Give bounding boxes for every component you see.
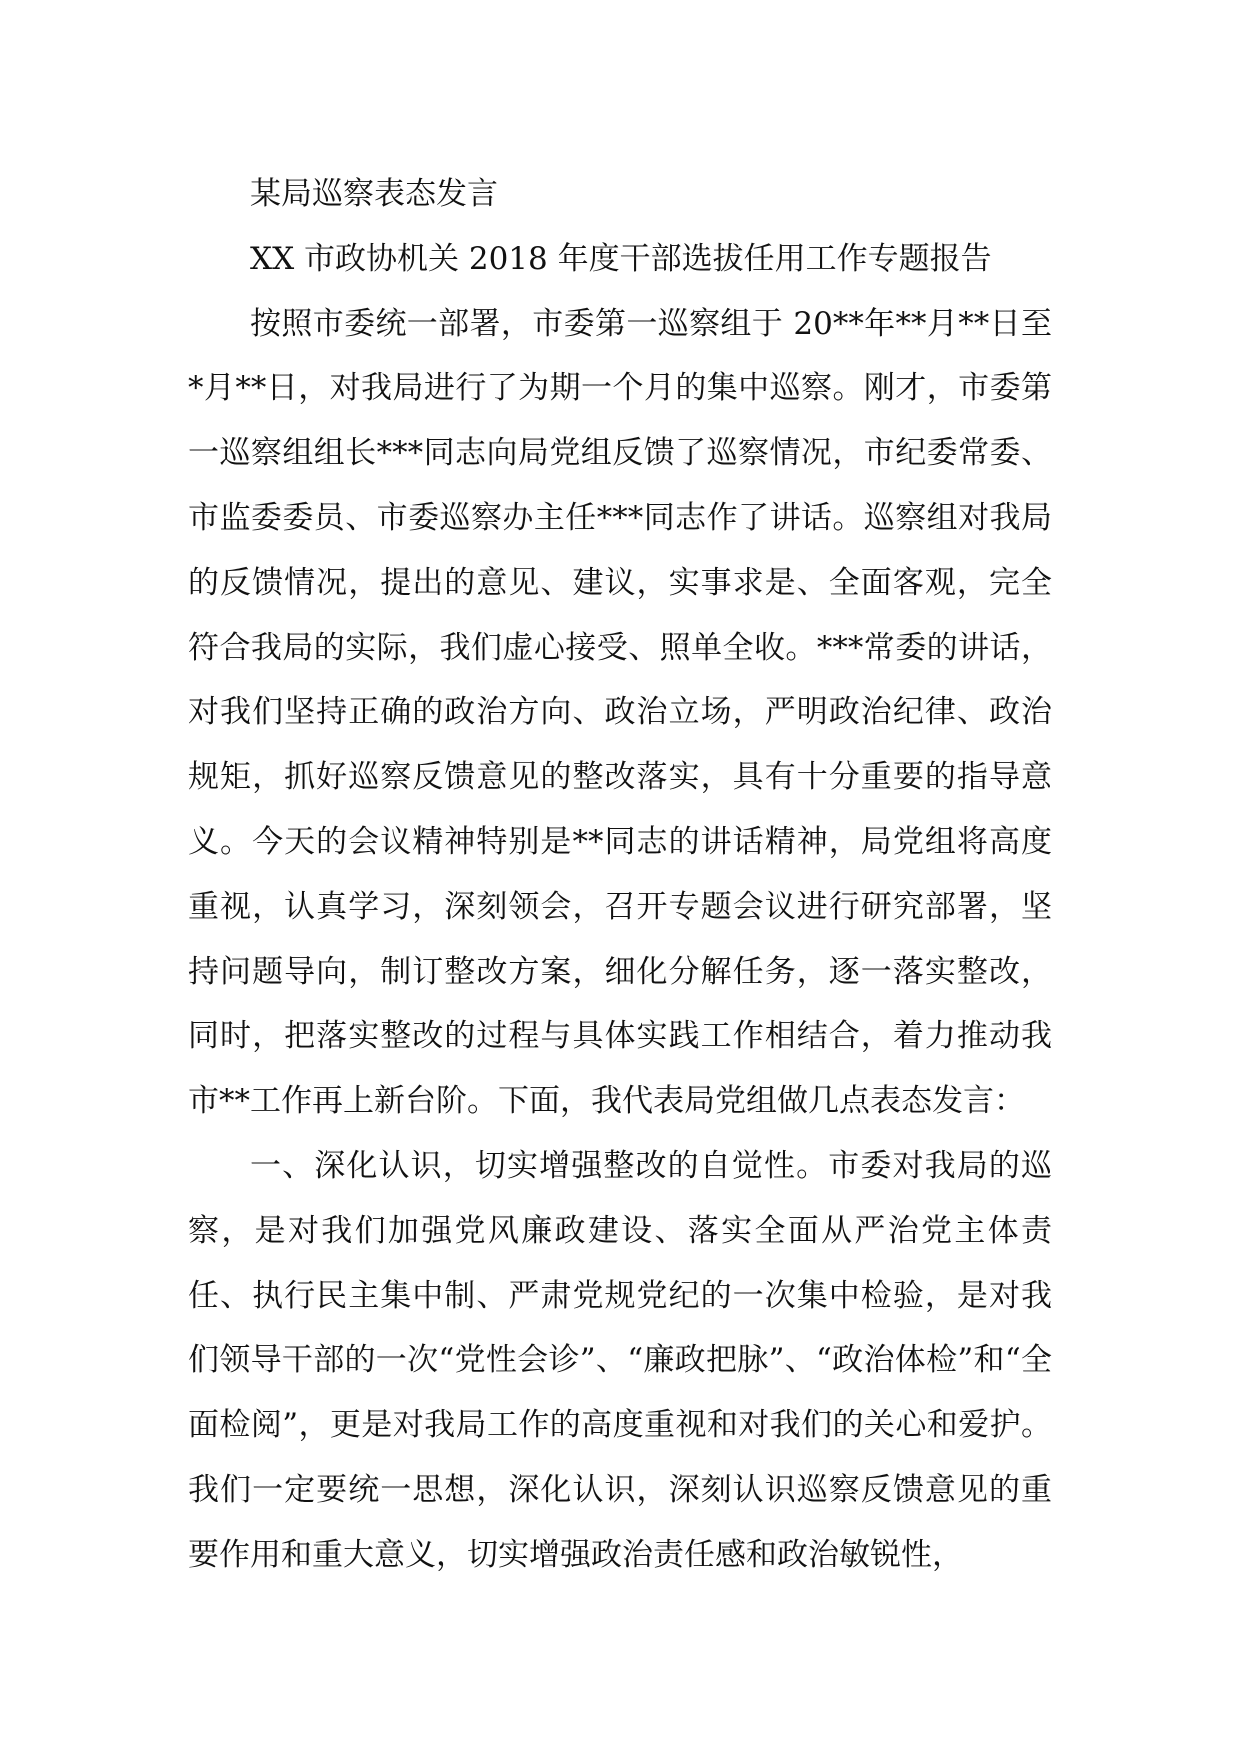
document-body [188,162,1052,1588]
document-title: 某局巡察表态发言 [250,176,498,212]
document-subtitle: XX 市政协机关 2018 年度干部选拔任用工作专题报告 [250,240,992,277]
paragraph-section-one: 一、深化认识，切实增强整改的自觉性。市委对我局的巡察，是对我们加强党风廉政建设、落实全面从严治党主体责任、执行民主集中制、严肃党规党纪的一次集中检验，是对我们领导干部的一次“党性会诊”、“廉政把脉”、“政治体检”和“全面检阅”，更是对我局工作的高度重视和对我们的关心和爱护。我们一定要统一思想，深化认识，深刻认识巡察反馈意见的重要作用和重大意义，切实增强政治责任感和政治敏锐性， [188,1147,1052,1573]
paragraph-intro: 按照市委统一部署，市委第一巡察组于 20**年**月**日至*月**日，对我局进行了为期一个月的集中巡察。刚才，市委第一巡察组组长***同志向局党组反馈了巡察情况，市纪委常委、市监委委员、市委巡察办主任***同志作了讲话。巡察组对我局的反馈情况，提出的意见、建议，实事求是、全面客观，完全符合我局的实际，我们虚心接受、照单全收。***常委的讲话，对我们坚持正确的政治方向、政治立场，严明政治纪律、政治规矩，抓好巡察反馈意见的整改落实，具有十分重要的指导意义。今天的会议精神特别是**同志的讲话精神，局党组将高度重视，认真学习，深刻领会，召开专题会议进行研究部署，坚持问题导向，制订整改方案，细化分解任务，逐一落实整改，同时，把落实整改的过程与具体实践工作相结合，着力推动我市**工作再上新台阶。下面，我代表局党组做几点表态发言： [188,305,1052,1120]
